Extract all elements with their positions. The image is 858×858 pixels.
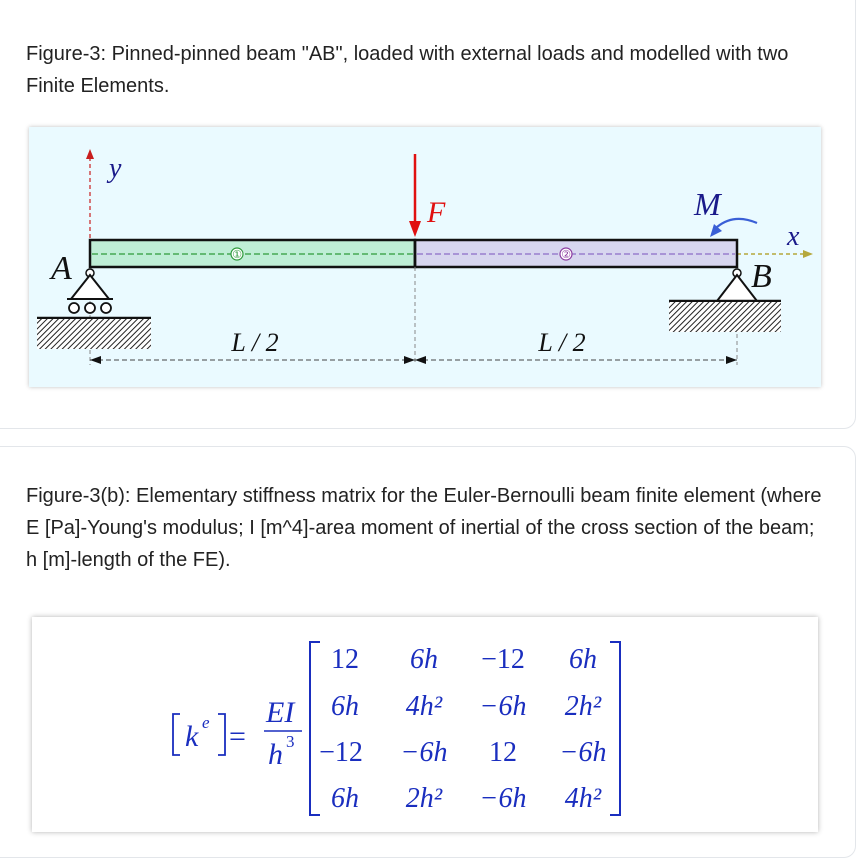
dimension-left-arrow-start: [90, 356, 101, 364]
moment-arrowhead: [710, 224, 722, 237]
element-1-label: ①: [232, 248, 242, 261]
support-a-triangle: [71, 275, 109, 299]
matrix-cell: −12: [319, 737, 363, 768]
dimension-left-arrow-end: [404, 356, 415, 364]
matrix-cell: −6h: [479, 783, 527, 814]
lhs-k: k: [185, 720, 199, 753]
y-axis-label: y: [109, 153, 122, 184]
matrix-cell: −6h: [400, 737, 448, 768]
moment-label: M: [694, 186, 721, 222]
matrix-cell: 12: [331, 644, 359, 675]
matrix-cell: 12: [489, 737, 517, 768]
matrix-cell: 2h²: [564, 691, 602, 722]
matrix-bracket-right: [610, 642, 620, 815]
span-right-label: L / 2: [538, 328, 586, 357]
force-arrowhead: [409, 221, 421, 237]
matrix-cell: 4h²: [405, 691, 443, 722]
matrix-cell: 4h²: [564, 783, 602, 814]
support-b-ground-hatch: [669, 302, 781, 332]
matrix-cell: 6h: [569, 644, 597, 675]
lhs-superscript: e: [202, 713, 210, 732]
force-label: F: [427, 196, 446, 229]
beam-diagram-svg: [29, 127, 821, 387]
dimension-right-arrow-end: [726, 356, 737, 364]
x-axis-arrowhead: [803, 250, 813, 258]
beam-diagram: [29, 127, 821, 387]
moment-arrow: [717, 219, 757, 227]
support-a-roller-2: [85, 303, 95, 313]
matrix-cell: −6h: [559, 737, 607, 768]
y-axis-arrowhead: [86, 149, 94, 159]
stiffness-matrix-svg: [32, 617, 818, 832]
factor-denominator-exponent: 3: [286, 732, 295, 751]
x-axis-label: x: [787, 221, 800, 252]
matrix-cell: 2h²: [405, 783, 443, 814]
factor-denominator: h: [268, 738, 283, 771]
dimension-right-arrow-start: [415, 356, 426, 364]
matrix-cell: 6h: [331, 691, 359, 722]
span-left-label: L / 2: [231, 328, 279, 357]
support-a-label: A: [51, 250, 72, 287]
matrix-bracket-left: [310, 642, 320, 815]
matrix-cell: 6h: [410, 644, 438, 675]
support-a-ground-hatch: [37, 319, 151, 349]
matrix-cell: −6h: [479, 691, 527, 722]
support-b-label: B: [751, 258, 772, 295]
matrix-cell: −12: [481, 644, 525, 675]
figure3b-caption: Figure-3(b): Elementary stiffness matrix for the Euler-Bernoulli beam finite element (where E [Pa]-Young's modulus; I [m^4]-area moment of inertial of the cross section of the beam; h [m]-length of the FE).: [26, 485, 822, 571]
lhs-bracket-right: [218, 714, 225, 755]
lhs-bracket-left: [173, 714, 180, 755]
matrix-cell: 6h: [331, 783, 359, 814]
factor-numerator: EI: [266, 696, 295, 729]
equals-sign: =: [229, 720, 246, 753]
matrix-cells: [319, 644, 606, 814]
stiffness-matrix-box: [32, 617, 818, 832]
support-a-roller-3: [101, 303, 111, 313]
element-2-label: ②: [561, 248, 571, 261]
support-a-roller-1: [69, 303, 79, 313]
figure3-caption: Figure-3: Pinned-pinned beam "AB", loaded with external loads and modelled with two Finite Elements.: [26, 43, 789, 97]
